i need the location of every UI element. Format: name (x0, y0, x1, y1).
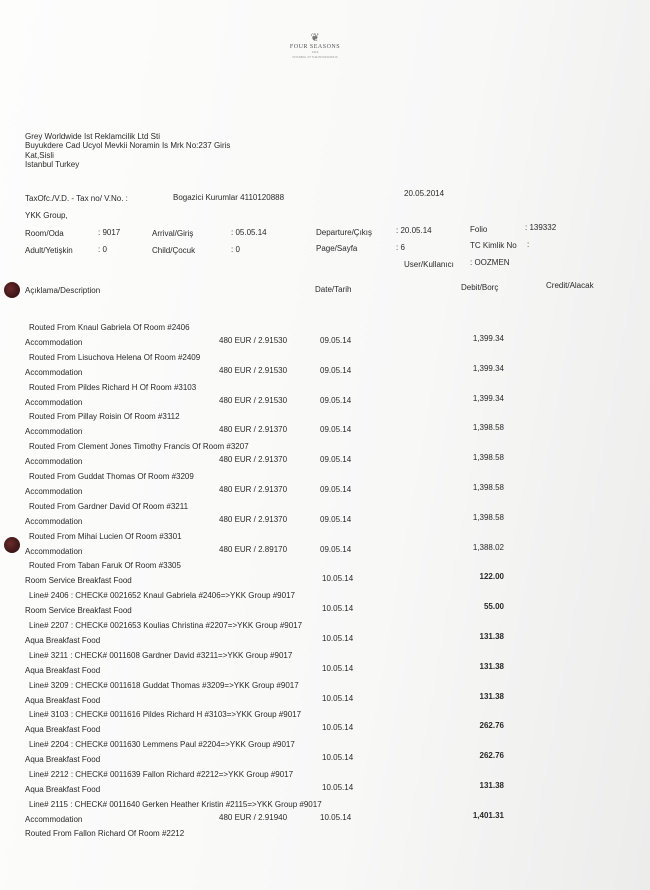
entry-debit: 1,399.34 (472, 364, 504, 373)
punch-hole (4, 282, 20, 298)
page-value: : 6 (396, 243, 405, 252)
entry-date: 09.05.14 (320, 425, 352, 434)
entry-rate: 480 EUR / 2.91530 (219, 336, 288, 345)
entry-date: 10.05.14 (322, 783, 354, 792)
entry-date: 10.05.14 (322, 634, 354, 643)
entry-debit: 131.38 (479, 692, 504, 701)
address-line-1: Grey Worldwide Ist Reklamcilik Ltd Sti (25, 132, 160, 141)
four-seasons-tree-icon: ❦ (310, 32, 320, 44)
column-description: Açıklama/Description (25, 286, 101, 295)
entry-source: Routed From Lisuchova Helena Of Room #2409 (29, 353, 201, 362)
entry-source: Routed From Guddat Thomas Of Room #3209 (29, 472, 194, 481)
entry-date: 09.05.14 (320, 545, 352, 554)
child-value: : 0 (231, 245, 240, 254)
entry-description: Room Service Breakfast Food (25, 606, 132, 615)
entry-debit: 122.00 (479, 572, 504, 581)
entry-date: 10.05.14 (322, 723, 354, 732)
entry-debit: 262.76 (479, 751, 504, 760)
entry-source: Routed From Pillay Roisin Of Room #3112 (29, 412, 180, 421)
user-label: User/Kullanıcı (404, 260, 454, 269)
user-value: : OOZMEN (470, 258, 510, 267)
adult-label: Adult/Yetişkin (25, 246, 73, 255)
entry-rate: 480 EUR / 2.91530 (219, 396, 288, 405)
entry-debit: 262.76 (479, 721, 504, 730)
tc-label: TC Kimlik No (470, 241, 517, 250)
arrival-value: : 05.05.14 (231, 228, 267, 237)
entry-description: Aqua Breakfast Food (25, 696, 101, 705)
entry-description: Aqua Breakfast Food (25, 755, 101, 764)
entry-rate: 480 EUR / 2.91940 (219, 813, 288, 822)
entry-debit: 1,399.34 (472, 334, 504, 343)
entry-date: 09.05.14 (320, 366, 352, 375)
entry-description: Accommodation (25, 398, 83, 407)
entry-date: 09.05.14 (320, 336, 352, 345)
entry-date: 10.05.14 (322, 694, 354, 703)
entry-rate: 480 EUR / 2.91530 (219, 366, 288, 375)
page-label: Page/Sayfa (316, 244, 358, 253)
departure-label: Departure/Çıkış (316, 228, 373, 237)
group-name: YKK Group, (25, 211, 68, 220)
entry-description: Aqua Breakfast Food (25, 785, 101, 794)
punch-hole (4, 537, 20, 553)
address-line-4: Istanbul Turkey (25, 160, 80, 169)
footer-routed-line: Routed From Fallon Richard Of Room #2212 (25, 829, 185, 838)
entry-debit: 131.38 (479, 662, 504, 671)
entry-date: 10.05.14 (322, 753, 354, 762)
entry-source: Line# 3103 : CHECK# 0011616 Pildes Richard H #3103=>YKK Group #9017 (29, 710, 302, 719)
entry-date: 10.05.14 (320, 813, 352, 822)
column-credit: Credit/Alacak (546, 281, 594, 290)
entry-debit: 131.38 (479, 781, 504, 790)
entry-debit: 1,398.58 (472, 483, 504, 492)
hotel-name: FOUR SEASONS (289, 44, 341, 50)
entry-source: Routed From Mihai Lucien Of Room #3301 (29, 532, 182, 541)
entry-source: Line# 2406 : CHECK# 0021652 Knaul Gabriela #2406=>YKK Group #9017 (29, 591, 295, 600)
invoice-date: 20.05.2014 (404, 189, 445, 198)
entry-debit: 1,398.58 (472, 423, 504, 432)
entry-description: Accommodation (25, 815, 83, 824)
entry-rate: 480 EUR / 2.91370 (219, 425, 288, 434)
entry-description: Accommodation (25, 368, 83, 377)
entry-date: 09.05.14 (320, 485, 352, 494)
arrival-label: Arrival/Giriş (152, 229, 194, 238)
folio-label: Folio (470, 225, 488, 234)
entry-debit: 1,401.31 (472, 811, 504, 820)
entry-rate: 480 EUR / 2.91370 (219, 515, 288, 524)
address-line-2: Buyukdere Cad Ucyol Mevkii Noramin Is Mrk No:237 Giris (25, 141, 231, 150)
child-label: Child/Çocuk (152, 246, 196, 255)
entry-date: 09.05.14 (320, 515, 352, 524)
column-debit: Debit/Borç (461, 283, 499, 292)
address-line-3: Kat,Sisli (25, 151, 54, 160)
folio-value: : 139332 (525, 223, 557, 232)
entry-debit: 1,388.02 (472, 543, 504, 552)
entry-date: 09.05.14 (320, 455, 352, 464)
entry-description: Accommodation (25, 517, 83, 526)
entry-description: Accommodation (25, 547, 83, 556)
entry-source: Line# 2204 : CHECK# 0011630 Lemmens Paul #2204=>YKK Group #9017 (29, 740, 295, 749)
entry-date: 10.05.14 (322, 664, 354, 673)
entry-description: Accommodation (25, 338, 83, 347)
entry-date: 09.05.14 (320, 396, 352, 405)
entry-source: Routed From Clement Jones Timothy Francis Of Room #3207 (29, 442, 249, 451)
hotel-line-2: ISTANBUL AT THE BOSPHORUS (292, 55, 338, 59)
entry-source: Line# 2212 : CHECK# 0011639 Fallon Richard #2212=>YKK Group #9017 (29, 770, 294, 779)
entry-debit: 55.00 (483, 602, 504, 611)
column-date: Date/Tarih (315, 285, 352, 294)
tax-value: Bogazici Kurumlar 4110120888 (173, 193, 285, 202)
entry-description: Room Service Breakfast Food (25, 576, 132, 585)
adult-value: : 0 (98, 245, 107, 254)
entry-date: 10.05.14 (322, 574, 354, 583)
departure-value: : 20.05.14 (396, 226, 432, 235)
entry-source: Routed From Taban Faruk Of Room #3305 (29, 561, 181, 570)
room-label: Room/Oda (25, 229, 64, 238)
entry-debit: 1,398.58 (472, 513, 504, 522)
hotel-logo (280, 32, 350, 60)
entry-source: Routed From Pildes Richard H Of Room #3103 (29, 383, 197, 392)
entry-description: Aqua Breakfast Food (25, 666, 101, 675)
entry-description: Accommodation (25, 457, 83, 466)
entry-debit: 1,398.58 (472, 453, 504, 462)
entry-source: Line# 2207 : CHECK# 0021653 Koulias Christina #2207=>YKK Group #9017 (29, 621, 303, 630)
entry-debit: 1,399.34 (472, 394, 504, 403)
room-value: : 9017 (98, 228, 121, 237)
entry-description: Accommodation (25, 487, 83, 496)
entry-source: Routed From Knaul Gabriela Of Room #2406 (29, 323, 190, 332)
entry-date: 10.05.14 (322, 604, 354, 613)
entry-description: Aqua Breakfast Food (25, 725, 101, 734)
entry-debit: 131.38 (479, 632, 504, 641)
entry-source: Line# 3209 : CHECK# 0011618 Guddat Thomas #3209=>YKK Group #9017 (29, 681, 299, 690)
tax-label: TaxOfc./V.D. - Tax no/ V.No. : (25, 194, 128, 203)
hotel-line-1: 1919 (311, 50, 319, 54)
entry-source: Line# 3211 : CHECK# 0011608 Gardner David #3211=>YKK Group #9017 (29, 651, 293, 660)
entry-description: Accommodation (25, 427, 83, 436)
entry-rate: 480 EUR / 2.91370 (219, 485, 288, 494)
entry-rate: 480 EUR / 2.89170 (219, 545, 288, 554)
entry-source: Routed From Gardner David Of Room #3211 (29, 502, 189, 511)
entry-rate: 480 EUR / 2.91370 (219, 455, 288, 464)
tc-value: : (527, 240, 530, 249)
entry-source: Line# 2115 : CHECK# 0011640 Gerken Heather Kristin #2115=>YKK Group #9017 (29, 800, 322, 809)
entry-description: Aqua Breakfast Food (25, 636, 101, 645)
